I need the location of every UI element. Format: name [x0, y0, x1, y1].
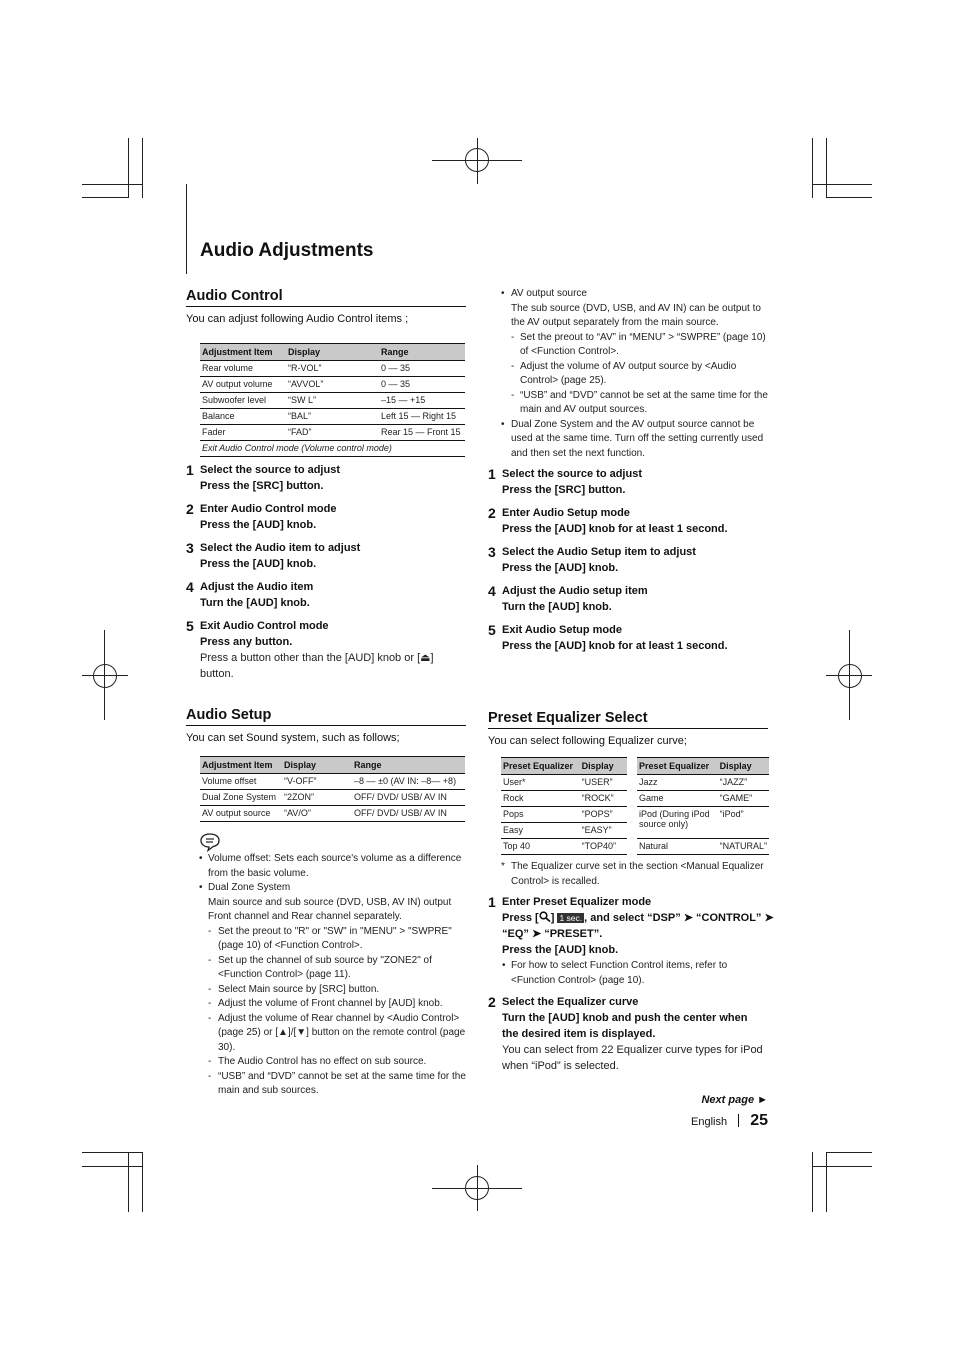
cell: 0 — 35 [379, 377, 465, 393]
cell: User* [501, 775, 580, 791]
table-row [200, 393, 465, 409]
step [488, 622, 773, 654]
av-output-notes [501, 287, 769, 461]
step-action-line [502, 910, 773, 926]
step-title: Select the Equalizer curve [502, 996, 639, 1008]
search-icon [539, 911, 551, 922]
note-speech-icon [199, 832, 221, 852]
cell: Rear volume [200, 361, 286, 377]
cell: “R-VOL” [286, 361, 379, 377]
column-header: Adjustment Item [200, 344, 286, 361]
cell: Balance [200, 409, 286, 425]
step-action: “EQ” ➤ “PRESET”. [502, 928, 603, 940]
cell: AV output source [200, 806, 282, 822]
note-text: AV output source [511, 288, 587, 299]
step-action: Press the [AUD] knob. [502, 944, 619, 956]
cell: Natural [637, 839, 718, 855]
note-text: Select Main source by [SRC] button. [218, 983, 380, 995]
step-title: Select the Audio Setup item to adjust [502, 546, 696, 558]
cell: –15 — +15 [379, 393, 465, 409]
audio-setup-table [200, 756, 465, 822]
note-text: The Audio Control has no effect on sub source. [218, 1056, 427, 1067]
note-bullet: • Dual Zone System and the AV output source cannot be used at the same time. Turn off the setting currently used and then set the next function. [501, 418, 764, 459]
cell: “POPS” [580, 807, 628, 823]
page-title: Audio Adjustments [200, 240, 374, 261]
step-action: Press the [SRC] button. [502, 484, 626, 496]
cell: Rear 15 — Front 15 [379, 425, 465, 441]
cell: OFF/ DVD/ USB/ AV IN [352, 806, 465, 822]
note-dash: - Set the preout to “AV” in “MENU” > “SWPRE” (page 10) of <Function Control>. [511, 331, 766, 357]
note-text: For how to select Function Control items, refer to <Function Control> (page 10). [511, 960, 728, 986]
step-action: Press the [AUD] knob for at least 1 second. [502, 640, 728, 652]
step-action: Press the [AUD] knob. [502, 562, 619, 574]
note-text: Set up the channel of sub source by "ZONE2" of <Function Control> (page 11). [218, 954, 432, 980]
cell: Easy [501, 823, 580, 839]
step-number: 3 [186, 540, 194, 556]
step [488, 466, 773, 505]
column-header: Preset Equalizer [501, 758, 580, 775]
cell: “FAD” [286, 425, 379, 441]
step-description: You can select from 22 Equalizer curve types for iPod when “iPod” is selected. [502, 1044, 763, 1072]
footnote-mark: * [501, 861, 505, 872]
table-row [200, 377, 465, 393]
column-header: Range [352, 757, 465, 774]
audio-setup-intro: You can set Sound system, such as follows; [186, 732, 400, 744]
step-title: Enter Preset Equalizer mode [502, 896, 652, 908]
preset-eq-heading: Preset Equalizer Select [488, 710, 768, 729]
cell: “V-OFF” [282, 774, 352, 790]
step-action: Press any button. [200, 636, 293, 648]
note-dash: - Set up the channel of sub source by "ZONE2" of <Function Control> (page 11). [208, 954, 432, 980]
page-number: 25 [750, 1112, 768, 1129]
step-number: 1 [186, 462, 194, 478]
cell: Subwoofer level [200, 393, 286, 409]
step-number: 2 [186, 501, 194, 517]
table-row [200, 774, 465, 790]
cell: “ROCK” [580, 791, 628, 807]
step-action: Press the [AUD] knob. [200, 558, 317, 570]
cell: 0 — 35 [379, 361, 465, 377]
note-text: Volume offset: Sets each source's volume as a difference from the basic volume. [208, 853, 462, 879]
step-number: 2 [488, 994, 496, 1010]
step-number: 5 [186, 618, 194, 634]
note-bullet: • For how to select Function Control items, refer to <Function Control> (page 10). [502, 960, 728, 986]
audio-control-section [186, 288, 466, 457]
table-row [200, 425, 465, 441]
step-number: 2 [488, 505, 496, 521]
cell: “AVVOL” [286, 377, 379, 393]
cell: “iPod” [718, 807, 769, 839]
step-number: 5 [488, 622, 496, 638]
preset-eq-section [488, 710, 768, 855]
note-text: Adjust the volume of Rear channel by <Audio Control> (page 25) or [▲]/[▼] button on the remote control (page 30). [218, 1012, 466, 1053]
cell: “2ZON” [282, 790, 352, 806]
cell: Top 40 [501, 839, 580, 855]
step-number: 4 [488, 583, 496, 599]
step-action: Turn the [AUD] knob. [502, 601, 612, 613]
cell: “JAZZ” [718, 775, 769, 791]
column-header: Display [580, 758, 628, 775]
step-title: Select the Audio item to adjust [200, 542, 361, 554]
note-dash: - “USB” and “DVD” cannot be set at the same time for the main and sub sources. [208, 1070, 466, 1096]
table-row [200, 806, 465, 822]
hold-1-sec-badge: 1 sec. [559, 913, 583, 923]
cell: Left 15 — Right 15 [379, 409, 465, 425]
column-header: Display [282, 757, 352, 774]
cell: Jazz [637, 775, 718, 791]
step-number: 3 [488, 544, 496, 560]
step-action: Press the [SRC] button. [200, 480, 324, 492]
step-action-text: , and select “DSP” ➤ “CONTROL” ➤ [584, 912, 774, 924]
note-bullet: • AV output source [501, 288, 587, 299]
step-title: Exit Audio Setup mode [502, 624, 622, 636]
page-footer [620, 1112, 768, 1130]
column-header: Adjustment Item [200, 757, 282, 774]
step-title: Adjust the Audio setup item [502, 585, 648, 597]
column-header: Display [718, 758, 769, 775]
footnote-text: The Equalizer curve set in the section <Manual Equalizer Control> is recalled. [511, 861, 764, 887]
note-text: Main source and sub source (DVD, USB, AV IN) output Front channel and Rear channel separately. [208, 896, 452, 922]
step-title: Enter Audio Control mode [200, 503, 337, 515]
note-bullet: • Dual Zone System [199, 882, 291, 893]
cell: “AV/O” [282, 806, 352, 822]
step-action-text: Press [ [502, 912, 539, 924]
preset-eq-table [501, 757, 769, 855]
note-text: Set the preout to "R" or "SW" in "MENU" > "SWPRE" (page 10) of <Function Control>. [218, 925, 452, 951]
step-title: Select the source to adjust [502, 468, 642, 480]
column-header: Display [286, 344, 379, 361]
step [186, 462, 466, 501]
step-number: 4 [186, 579, 194, 595]
table-row [501, 791, 769, 807]
footnote-row [501, 860, 769, 889]
table-row [200, 790, 465, 806]
cell: Pops [501, 807, 580, 823]
table-footer-note: Exit Audio Control mode (Volume control mode) [200, 441, 465, 457]
cell: “GAME” [718, 791, 769, 807]
footer-divider [738, 1114, 739, 1127]
cell: “NATURAL” [718, 839, 769, 855]
audio-setup-steps [488, 466, 773, 654]
audio-setup-heading: Audio Setup [186, 707, 466, 726]
footer-language: English [691, 1116, 728, 1128]
cell: AV output volume [200, 377, 286, 393]
note-dash: - Select Main source by [SRC] button. [208, 983, 380, 995]
note-dash: - “USB” and “DVD” cannot be set at the same time for the main and AV output sources. [511, 389, 768, 415]
column-header: Preset Equalizer [637, 758, 718, 775]
cell: Rock [501, 791, 580, 807]
audio-control-table [200, 343, 465, 457]
next-page-link[interactable]: Next page ► [701, 1094, 768, 1106]
cell: Game [637, 791, 718, 807]
table-row [501, 839, 769, 855]
column-header: Range [379, 344, 465, 361]
note-text: “USB” and “DVD” cannot be set at the same time for the main and sub sources. [218, 1070, 466, 1096]
column-gap [627, 758, 637, 775]
note-text: Dual Zone System and the AV output source cannot be used at the same time. Turn off the setting currently used and then set the next function. [511, 418, 764, 459]
note-dash: - The Audio Control has no effect on sub source. [208, 1056, 427, 1067]
cell: Volume offset [200, 774, 282, 790]
step [186, 618, 466, 682]
table-row [200, 441, 465, 457]
table-row [501, 775, 769, 791]
note-bullet: • Volume offset: Sets each source's volume as a difference from the basic volume. [199, 853, 462, 879]
step-action: Turn the [AUD] knob and push the center when the desired item is displayed. [502, 1012, 748, 1040]
audio-setup-notes [199, 852, 467, 1099]
step [186, 501, 466, 540]
step-title: Adjust the Audio item [200, 581, 314, 593]
note-dash: - Set the preout to "R" or "SW" in "MENU" > "SWPRE" (page 10) of <Function Control>. [208, 925, 452, 951]
note-text: “USB” and “DVD” cannot be set at the same time for the main and AV output sources. [520, 389, 768, 415]
cell: “SW L” [286, 393, 379, 409]
table-row [501, 807, 769, 823]
audio-control-intro: You can adjust following Audio Control items ; [186, 313, 409, 325]
note-text: Adjust the volume of AV output source by <Audio Control> (page 25). [520, 360, 737, 386]
cell: “EASY” [580, 823, 628, 839]
step-title: Enter Audio Setup mode [502, 507, 630, 519]
note-text: Adjust the volume of Front channel by [AUD] knob. [218, 998, 443, 1009]
note-text: Dual Zone System [208, 882, 291, 893]
step [186, 579, 466, 618]
note-text: The sub source (DVD, USB, and AV IN) can be output to the AV output separately from the main source. [511, 302, 761, 328]
step-title: Select the source to adjust [200, 464, 340, 476]
step-action-text: ] [550, 912, 558, 924]
note-dash: - Adjust the volume of Front channel by [AUD] knob. [208, 998, 443, 1009]
table-row [200, 409, 465, 425]
audio-control-steps [186, 462, 466, 682]
cell: “TOP40” [580, 839, 628, 855]
step-action: Press the [AUD] knob. [200, 519, 317, 531]
preset-eq-step-2 [488, 994, 773, 1074]
note-text: Set the preout to “AV” in “MENU” > “SWPRE” (page 10) of <Function Control>. [520, 331, 766, 357]
step-description: Press a button other than the [AUD] knob or [⏏] button. [200, 652, 434, 680]
step [488, 544, 773, 583]
cell: “BAL” [286, 409, 379, 425]
cell: Fader [200, 425, 286, 441]
step-title: Exit Audio Control mode [200, 620, 329, 632]
preset-eq-step-1 [488, 894, 773, 988]
preset-eq-intro: You can select following Equalizer curve; [488, 735, 687, 747]
step-action: Press the [AUD] knob for at least 1 second. [502, 523, 728, 535]
preset-eq-footnote [501, 860, 769, 889]
step-action: Turn the [AUD] knob. [200, 597, 310, 609]
note-dash: - Adjust the volume of AV output source by <Audio Control> (page 25). [511, 360, 737, 386]
audio-setup-section [186, 707, 466, 822]
audio-control-heading: Audio Control [186, 288, 466, 307]
step-number: 1 [488, 894, 496, 910]
cell: iPod (During iPod source only) [637, 807, 718, 839]
step-number: 1 [488, 466, 496, 482]
step [488, 505, 773, 544]
cell: “USER” [580, 775, 628, 791]
step [186, 540, 466, 579]
cell: –8 — ±0 (AV IN: –8— +8) [352, 774, 465, 790]
cell: OFF/ DVD/ USB/ AV IN [352, 790, 465, 806]
cell: Dual Zone System [200, 790, 282, 806]
note-dash: - Adjust the volume of Rear channel by <Audio Control> (page 25) or [▲]/[▼] button on the remote control (page 30). [208, 1012, 466, 1053]
table-row [200, 361, 465, 377]
step [488, 583, 773, 622]
